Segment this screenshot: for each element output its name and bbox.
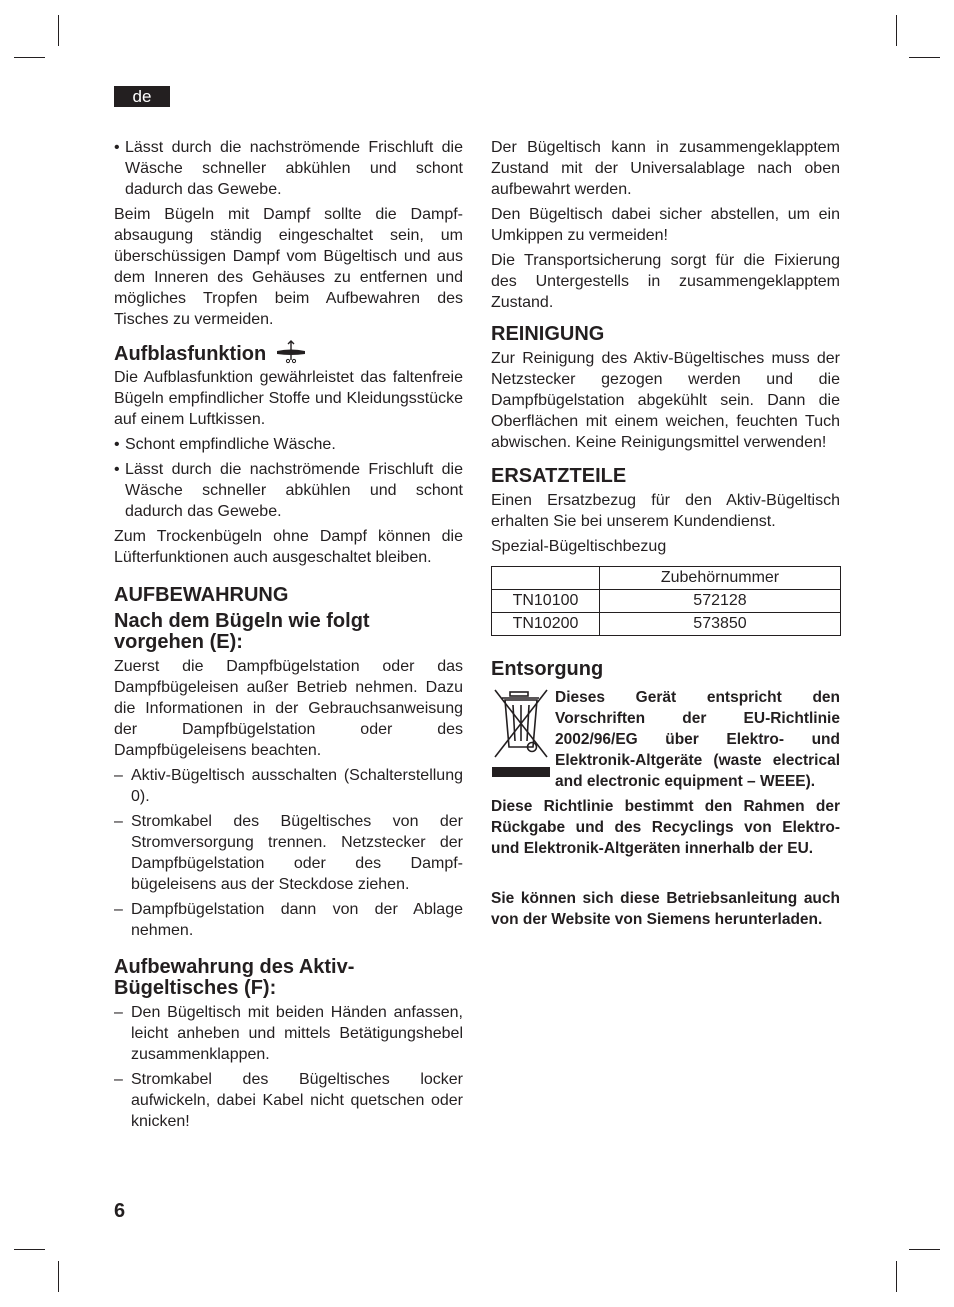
aufblas-heading: Aufblasfunktion bbox=[114, 340, 463, 365]
table-row bbox=[492, 590, 841, 613]
entsorgung-paragraph-2: Diese Richtlinie bestimmt den Rahmen der Rückgabe und des Recyclings von Elektro- und Elektronik-Altgeräten innerhalb der EU. bbox=[491, 798, 840, 857]
language-tag: de bbox=[114, 86, 170, 107]
parts-table bbox=[491, 566, 841, 636]
crop-mark bbox=[58, 15, 59, 46]
ersatz-label: Spezial-Bügeltischbezug bbox=[491, 538, 667, 555]
list-item: – Stromkabel des Bügeltisches von der Stromversorgung trennen. Netzstecker der Dampfbügelstation oder des Dampf-bügeleisens aus der Steckdose ziehen. bbox=[114, 813, 463, 893]
table-cell: TN10200 bbox=[492, 613, 600, 636]
table-row bbox=[492, 613, 841, 636]
table-row bbox=[492, 567, 841, 590]
reinigung-paragraph: Zur Reinigung des Aktiv-Bügeltisches muss der Netzstecker gezogen werden und die Dampfbügelstation abgekühlt sein. Dann die Oberflächen mit einem weichen, feuchten Tuch abwischen. Keine Reinigungsmittel verwenden! bbox=[491, 350, 840, 451]
aufblas-paragraph: Die Aufblasfunktion gewährleistet das faltenfreie Bügeln empfindlicher Stoffe und Kleidungsstücke auf einem Luftkissen. bbox=[114, 369, 463, 428]
crop-mark bbox=[909, 57, 940, 58]
inflate-icon bbox=[274, 340, 308, 364]
list-item: • Lässt durch die nachströmende Frischluft die Wäsche schneller abkühlen und schont dadurch das Gewebe. bbox=[114, 461, 463, 520]
reinigung-heading: REINIGUNG bbox=[491, 323, 605, 345]
list-item: • Schont empfindliche Wäsche. bbox=[114, 436, 336, 453]
crop-mark bbox=[896, 1261, 897, 1292]
left-column bbox=[114, 137, 463, 1136]
crop-mark bbox=[14, 1249, 45, 1250]
crop-mark bbox=[909, 1249, 940, 1250]
aufbewahrung-heading: AUFBEWAHRUNG bbox=[114, 584, 289, 606]
aktiv-heading: Aufbewahrung des Aktiv-Bügeltisches (F): bbox=[114, 956, 355, 999]
nach-paragraph: Zuerst die Dampfbügelstation oder das Dampfbügeleisen außer Betrieb nehmen. Dazu die Informationen in der Gebrauchsanweisung der Dampfbügelstation oder des Dampfbügeleisens beachten. bbox=[114, 658, 463, 759]
crop-mark bbox=[14, 57, 45, 58]
nach-heading: Nach dem Bügeln wie folgt vorgehen (E): bbox=[114, 610, 370, 653]
ersatz-heading: ERSATZTEILE bbox=[491, 465, 627, 487]
storage-paragraph: Die Transportsicherung sorgt für die Fixierung des Untergestells in zusammengeklapptem Zustand. bbox=[491, 252, 840, 311]
table-cell: TN10100 bbox=[492, 590, 600, 613]
weee-bin-icon bbox=[491, 687, 555, 796]
aufblas-paragraph-2: Zum Trockenbügeln ohne Dampf können die Lüfterfunktionen auch ausgeschaltet bleiben. bbox=[114, 528, 463, 566]
list-item: – Stromkabel des Bügeltisches locker aufwickeln, dabei Kabel nicht quetschen oder knicken! bbox=[114, 1071, 463, 1130]
disposal-block bbox=[491, 687, 840, 796]
page-number: 6 bbox=[114, 1200, 126, 1222]
storage-paragraph: Den Bügeltisch dabei sicher abstellen, um ein Umkippen zu vermeiden! bbox=[491, 206, 840, 244]
download-paragraph: Sie können sich diese Betriebsanleitung auch von der Website von Siemens herunterladen. bbox=[491, 890, 840, 928]
right-column bbox=[491, 137, 840, 934]
table-cell bbox=[492, 567, 600, 590]
ersatz-paragraph: Einen Ersatzbezug für den Aktiv-Bügeltisch erhalten Sie bei unserem Kundendienst. bbox=[491, 492, 840, 530]
list-item: – Aktiv-Bügeltisch ausschalten (Schalterstellung 0). bbox=[114, 767, 463, 805]
list-item: – Den Bügeltisch mit beiden Händen anfassen, leicht anheben und mittels Betätigungshebel zusammenklappen. bbox=[114, 1004, 463, 1063]
table-cell: Zubehörnummer bbox=[600, 567, 841, 590]
entsorgung-paragraph: Dieses Gerät entspricht den Vorschriften der EU-Richtlinie 2002/96/EG über Elektro- und Elektronik-Altgeräte (waste electrical and electronic equipment – WEEE). bbox=[555, 689, 840, 790]
steam-paragraph: Beim Bügeln mit Dampf sollte die Dampf-absaugung ständig eingeschaltet sein, um überschüssigen Dampf vom Bügeltisch und aus dem Inneren des Gehäuses zu entfernen und mögliches Tropfen beim Aufbewahren des Tisches zu vermeiden. bbox=[114, 206, 463, 328]
table-cell: 573850 bbox=[600, 613, 841, 636]
crop-mark bbox=[896, 15, 897, 46]
storage-paragraph: Der Bügeltisch kann in zusammengeklapptem Zustand mit der Universalablage nach oben aufbewahrt werden. bbox=[491, 139, 840, 198]
list-item: • Lässt durch die nachströmende Frischluft die Wäsche schneller abkühlen und schont dadurch das Gewebe. bbox=[114, 139, 463, 198]
list-item: – Dampfbügelstation dann von der Ablage nehmen. bbox=[114, 901, 463, 939]
entsorgung-heading: Entsorgung bbox=[491, 658, 604, 680]
crop-mark bbox=[58, 1261, 59, 1292]
table-cell: 572128 bbox=[600, 590, 841, 613]
